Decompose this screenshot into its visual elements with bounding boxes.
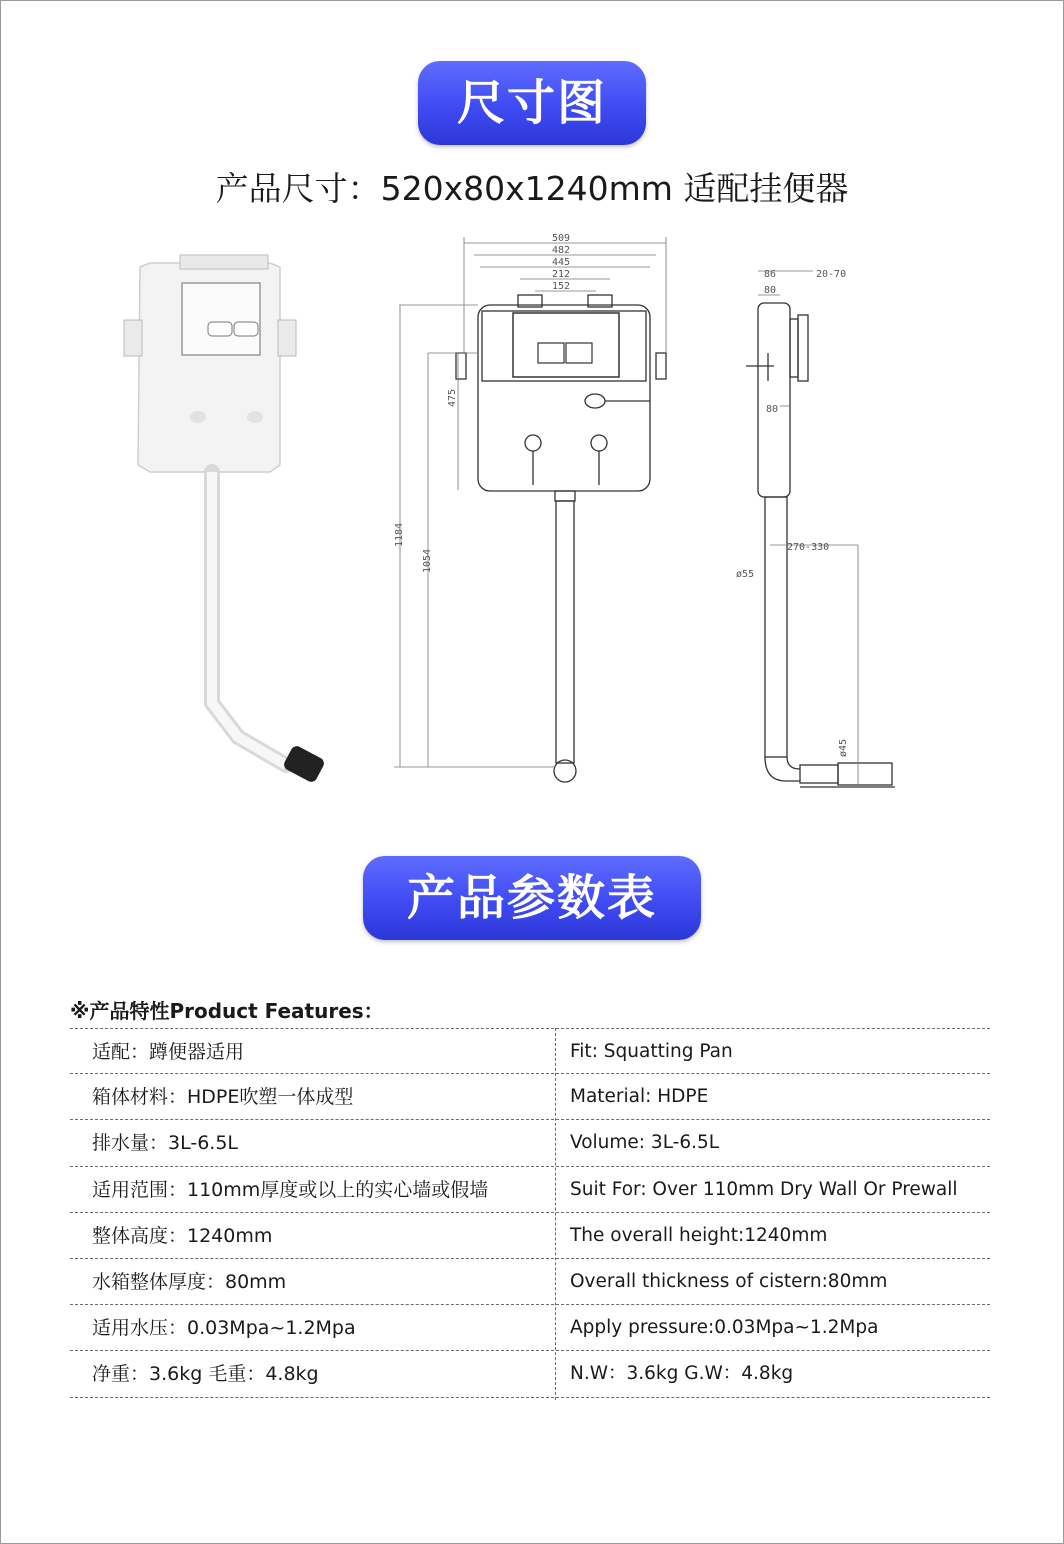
product-size-subtitle: 产品尺寸：520x80x1240mm 适配挂便器 [215, 169, 849, 208]
spec-cn: 箱体材料：HDPE吹塑一体成型 [92, 1086, 354, 1109]
front-view-drawing [456, 295, 666, 782]
dim-86: 86 [764, 269, 777, 280]
spec-en: Overall thickness of cistern:80mm [570, 1270, 888, 1292]
front-view-dimensions [394, 237, 666, 767]
features-heading: ※产品特性Product Features： [70, 999, 384, 1023]
column-divider [555, 1028, 556, 1400]
front-view-labels [394, 233, 570, 573]
dim-475: 475 [447, 388, 458, 407]
spec-cn: 排水量：3L-6.5L [92, 1132, 238, 1155]
table-row [70, 1120, 990, 1166]
dim-445: 445 [552, 257, 571, 268]
table-row [70, 1213, 990, 1259]
spec-cn: 适用范围：110mm厚度或以上的实心墙或假墙 [92, 1178, 489, 1201]
spec-cn: 净重：3.6kg 毛重：4.8kg [92, 1363, 319, 1386]
table-row [70, 1167, 990, 1213]
spec-en: Material: HDPE [570, 1086, 709, 1108]
dim-pipe-55: ø55 [736, 569, 755, 580]
dim-1184: 1184 [394, 522, 405, 547]
spec-en: Apply pressure:0.03Mpa~1.2Mpa [570, 1317, 879, 1339]
dim-pipe-45: ø45 [838, 738, 849, 757]
spec-cn: 适配：蹲便器适用 [92, 1041, 245, 1063]
spec-en: Suit For: Over 110mm Dry Wall Or Prewall [570, 1178, 958, 1200]
dim-80-top: 80 [764, 285, 777, 296]
dim-152: 152 [552, 281, 571, 292]
spec-en: N.W：3.6kg G.W：4.8kg [570, 1363, 794, 1385]
spec-en: Volume: 3L-6.5L [570, 1132, 720, 1154]
table-row [70, 1259, 990, 1305]
section-title-parameters: 产品参数表 [363, 856, 701, 940]
table-row [70, 1351, 990, 1397]
table-row [70, 1074, 990, 1120]
spec-cn: 整体高度：1240mm [92, 1224, 273, 1247]
dim-1054: 1054 [422, 548, 433, 573]
product-photo [124, 255, 326, 784]
table-row [70, 1028, 990, 1074]
section-title-dimensions: 尺寸图 [418, 61, 646, 145]
dim-509: 509 [552, 233, 571, 244]
table-row [70, 1305, 990, 1351]
spec-cn: 水箱整体厚度：80mm [92, 1270, 287, 1293]
spec-cn: 适用水压：0.03Mpa~1.2Mpa [92, 1317, 356, 1340]
dimension-drawings [110, 225, 910, 805]
dim-212: 212 [552, 269, 571, 280]
side-view-labels [736, 269, 849, 757]
dim-80-mid: 80 [766, 404, 779, 415]
spec-en: Fit: Squatting Pan [570, 1041, 733, 1062]
dim-270-330: 270-330 [787, 542, 830, 553]
spec-en: The overall height:1240mm [570, 1224, 828, 1246]
spec-table [70, 1028, 990, 1398]
dim-20-70: 20-70 [816, 269, 847, 280]
dim-482: 482 [552, 245, 571, 256]
